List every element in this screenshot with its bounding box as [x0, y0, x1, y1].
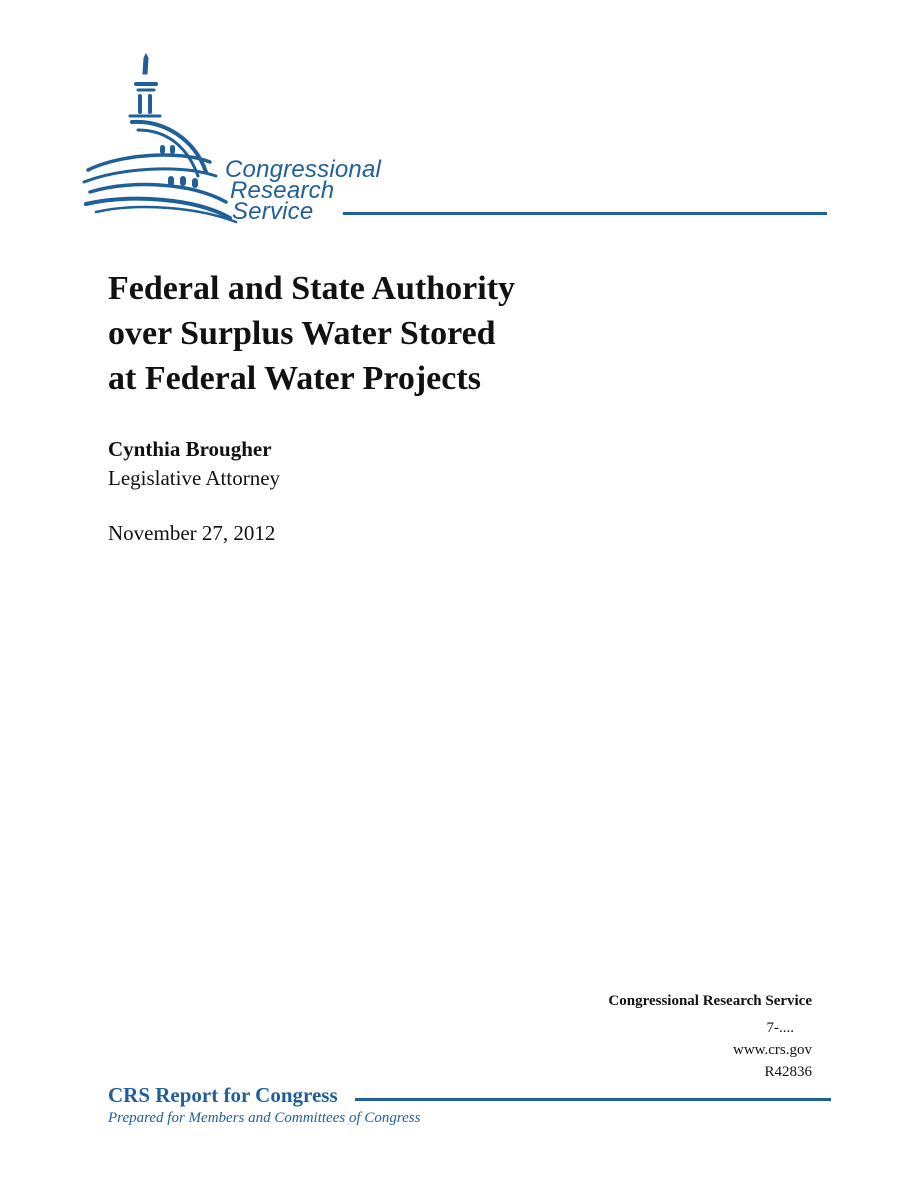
crs-code: 7-....	[766, 1020, 794, 1036]
logo-rule	[343, 212, 827, 215]
report-title-line-1: Federal and State Authority	[108, 270, 516, 307]
crs-code-row	[608, 1017, 812, 1039]
crs-report-number: R42836	[764, 1064, 812, 1080]
author-role: Legislative Attorney	[108, 466, 281, 490]
logo-text-research: Research	[230, 177, 335, 204]
report-title	[108, 266, 668, 401]
crs-logo	[80, 52, 830, 224]
crs-organization: Congressional Research Service	[608, 993, 812, 1009]
report-title-line-2: over Surplus Water Stored	[108, 315, 496, 352]
crs-website: www.crs.gov	[732, 1042, 812, 1058]
logo-text-congressional: Congressional	[225, 156, 382, 183]
report-title-line-3: at Federal Water Projects	[108, 360, 481, 397]
report-date: November 27, 2012	[108, 521, 276, 545]
capitol-dome-icon	[80, 52, 240, 224]
author-name: Cynthia Brougher	[108, 437, 272, 461]
footer-rule	[355, 1098, 831, 1101]
logo-text-service: Service	[232, 198, 314, 225]
footer-title: CRS Report for Congress	[108, 1083, 338, 1107]
footer-subtitle: Prepared for Members and Committees of Congress	[108, 1110, 421, 1126]
crs-info-block	[608, 990, 812, 1083]
